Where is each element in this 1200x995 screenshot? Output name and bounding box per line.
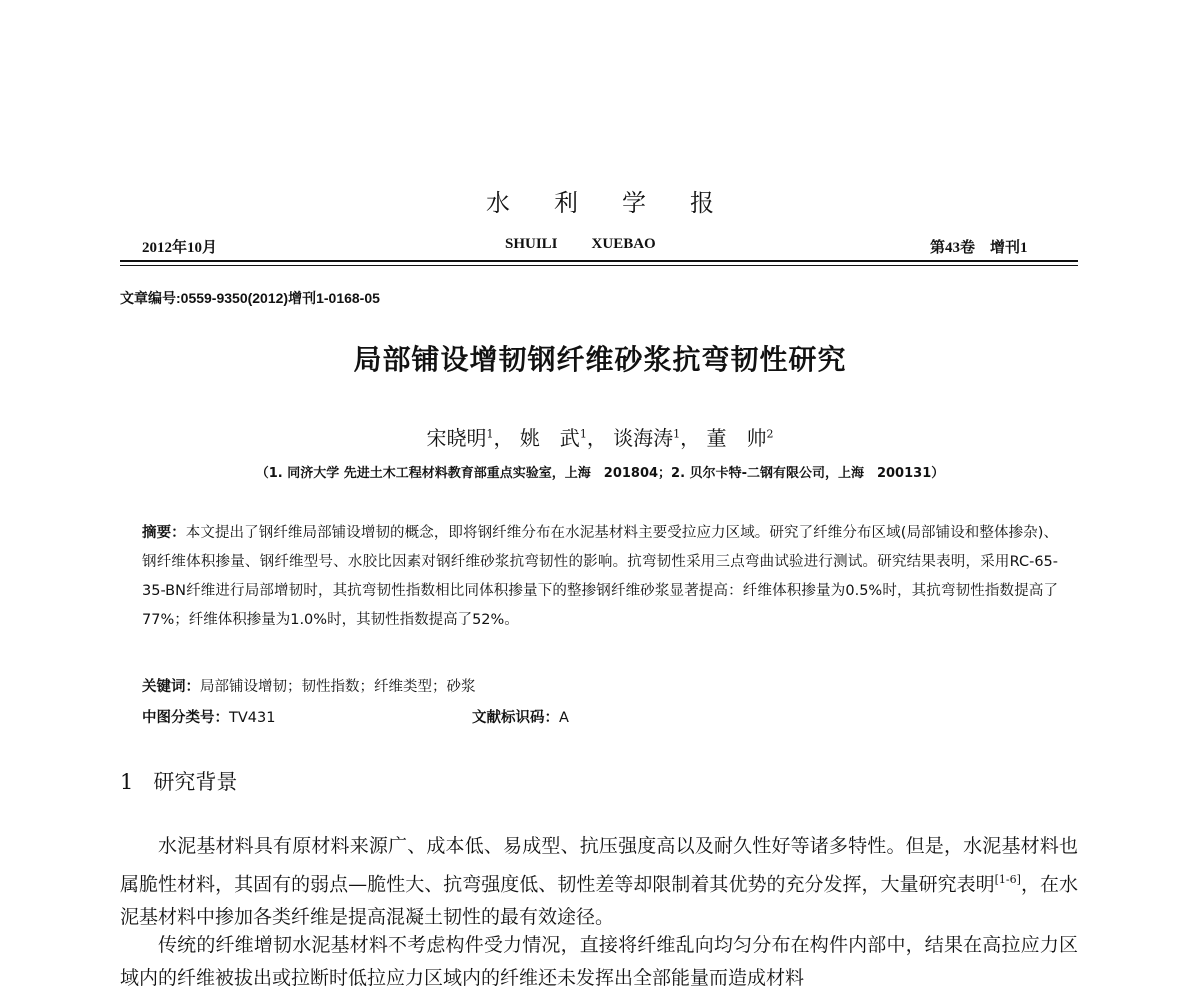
keywords-text: 局部铺设增韧；韧性指数；纤维类型；砂浆 bbox=[200, 679, 476, 695]
paragraph-text: 水泥基材料具有原材料来源广、成本低、易成型、抗压强度高以及耐久性好等诸多特性。但是，水泥基材料也属脆性材料，其固有的弱点—脆性大、抗弯强度低、韧性差等却限制着其优势的充分发挥，大量研究表明 bbox=[120, 835, 1078, 896]
volume-info: 第43卷 增刊1 bbox=[930, 240, 1028, 256]
author-affiliation-mark: 1 bbox=[673, 427, 681, 441]
author-list bbox=[0, 422, 1200, 451]
classification-label: 中图分类号： bbox=[142, 710, 229, 726]
author-affiliation-mark: 1 bbox=[579, 427, 587, 441]
paragraph-text: ，在水泥基材料中掺加各类纤维是提高混凝土韧性的最有效途径。 bbox=[120, 873, 1078, 929]
section-heading bbox=[120, 766, 237, 796]
author-separator: ， bbox=[493, 426, 514, 450]
abstract-text: 本文提出了钢纤维局部铺设增韧的概念，即将钢纤维分布在水泥基材料主要受拉应力区域。研究了纤维分布区域(局部铺设和整体掺杂)、钢纤维体积掺量、钢纤维型号、水胶比因素对钢纤维砂浆抗弯韧性的影响。抗弯韧性采用三点弯曲试验进行测试。研究结果表明，采用RC-65-35-BN纤维进行局部增韧时，其抗弯韧性指数相比同体积掺量下的整掺钢纤维砂浆显著提高：纤维体积掺量为0.5%时，其抗弯韧性指数提高了77%；纤维体积掺量为1.0%时，其韧性指数提高了52%。 bbox=[142, 525, 1059, 628]
author: 董 帅 bbox=[706, 426, 767, 450]
keywords-label: 关键词： bbox=[142, 679, 200, 695]
article-number: 文章编号:0559-9350(2012)增刊1-0168-05 bbox=[120, 290, 380, 306]
header-rule-thin bbox=[120, 265, 1078, 266]
section-number: 1 bbox=[120, 770, 134, 794]
author: 姚 武 bbox=[519, 426, 580, 450]
author: 谈海涛 bbox=[613, 426, 674, 450]
document-code-label: 文献标识码： bbox=[472, 710, 559, 726]
issue-date: 2012年10月 bbox=[142, 240, 218, 256]
body-paragraph-2: 传统的纤维增韧水泥基材料不考虑构件受力情况，直接将纤维乱向均匀分布在构件内部中，结果在高拉应力区域内的纤维被拔出或拉断时低拉应力区域内的纤维还未发挥出全部能量而造成材料 bbox=[120, 934, 1078, 989]
author-separator: ， bbox=[680, 426, 701, 450]
journal-title: 水利学报 bbox=[486, 189, 758, 217]
author-affiliation-mark: 1 bbox=[486, 427, 494, 441]
keywords bbox=[142, 675, 1058, 696]
author-affiliation-mark: 2 bbox=[766, 427, 774, 441]
document-code-value: A bbox=[559, 710, 569, 726]
author: 宋晓明 bbox=[426, 426, 487, 450]
abstract-label: 摘要： bbox=[142, 525, 186, 541]
header-rule-thick bbox=[120, 260, 1078, 262]
classification-number bbox=[142, 706, 1058, 727]
journal-name-english-part2: XUEBAO bbox=[591, 236, 656, 252]
body-paragraph-1 bbox=[120, 830, 1078, 934]
abstract bbox=[142, 519, 1058, 635]
classification-value: TV431 bbox=[229, 710, 276, 726]
section-title: 研究背景 bbox=[153, 770, 238, 794]
affiliations: （1. 同济大学 先进土木工程材料教育部重点实验室，上海 201804；2. 贝尔卡特-二钢有限公司，上海 200131） bbox=[255, 466, 945, 481]
citation: [1-6] bbox=[994, 873, 1021, 886]
journal-name-english-part1: SHUILI bbox=[505, 236, 558, 252]
journal-name-english bbox=[505, 236, 690, 253]
author-separator: ， bbox=[586, 426, 607, 450]
paper-title: 局部铺设增韧钢纤维砂浆抗弯韧性研究 bbox=[353, 343, 847, 376]
document-code bbox=[472, 706, 569, 727]
